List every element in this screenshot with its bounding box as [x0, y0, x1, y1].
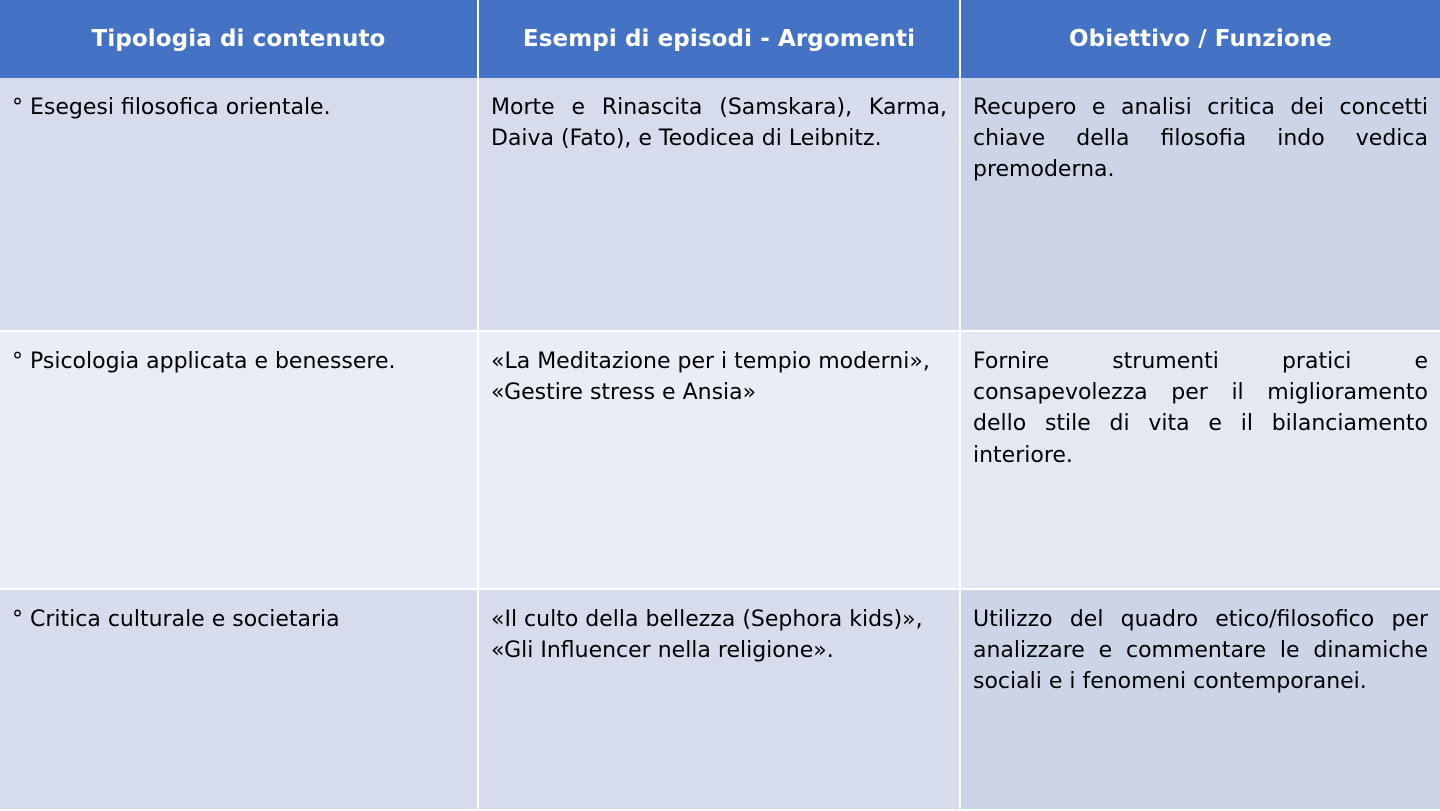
table-body — [0, 78, 1440, 810]
table-row — [0, 331, 1440, 589]
cell-tipologia: ° Esegesi filosofica orientale. — [0, 78, 478, 331]
cell-obiettivo: Recupero e analisi critica dei concetti chiave della filosofia indo vedica premoderna. — [960, 78, 1440, 331]
table-row — [0, 589, 1440, 810]
cell-tipologia: ° Psicologia applicata e benessere. — [0, 331, 478, 589]
cell-esempi: «Il culto della bellezza (Sephora kids)», «Gli Influencer nella religione». — [478, 589, 960, 810]
cell-esempi: «La Meditazione per i tempio moderni», «Gestire stress e Ansia» — [478, 331, 960, 589]
table-header — [0, 0, 1440, 78]
column-header-obiettivo: Obiettivo / Funzione — [960, 0, 1440, 78]
cell-esempi: Morte e Rinascita (Samskara), Karma, Daiva (Fato), e Teodicea di Leibnitz. — [478, 78, 960, 331]
column-header-esempi: Esempi di episodi - Argomenti — [478, 0, 960, 78]
cell-obiettivo: Fornire strumenti pratici e consapevolezza per il miglioramento dello stile di vita e il bilanciamento interiore. — [960, 331, 1440, 589]
column-header-tipologia: Tipologia di contenuto — [0, 0, 478, 78]
cell-tipologia: ° Critica culturale e societaria — [0, 589, 478, 810]
table-header-row — [0, 0, 1440, 78]
table-row — [0, 78, 1440, 331]
cell-obiettivo: Utilizzo del quadro etico/filosofico per analizzare e commentare le dinamiche sociali e i fenomeni contemporanei. — [960, 589, 1440, 810]
